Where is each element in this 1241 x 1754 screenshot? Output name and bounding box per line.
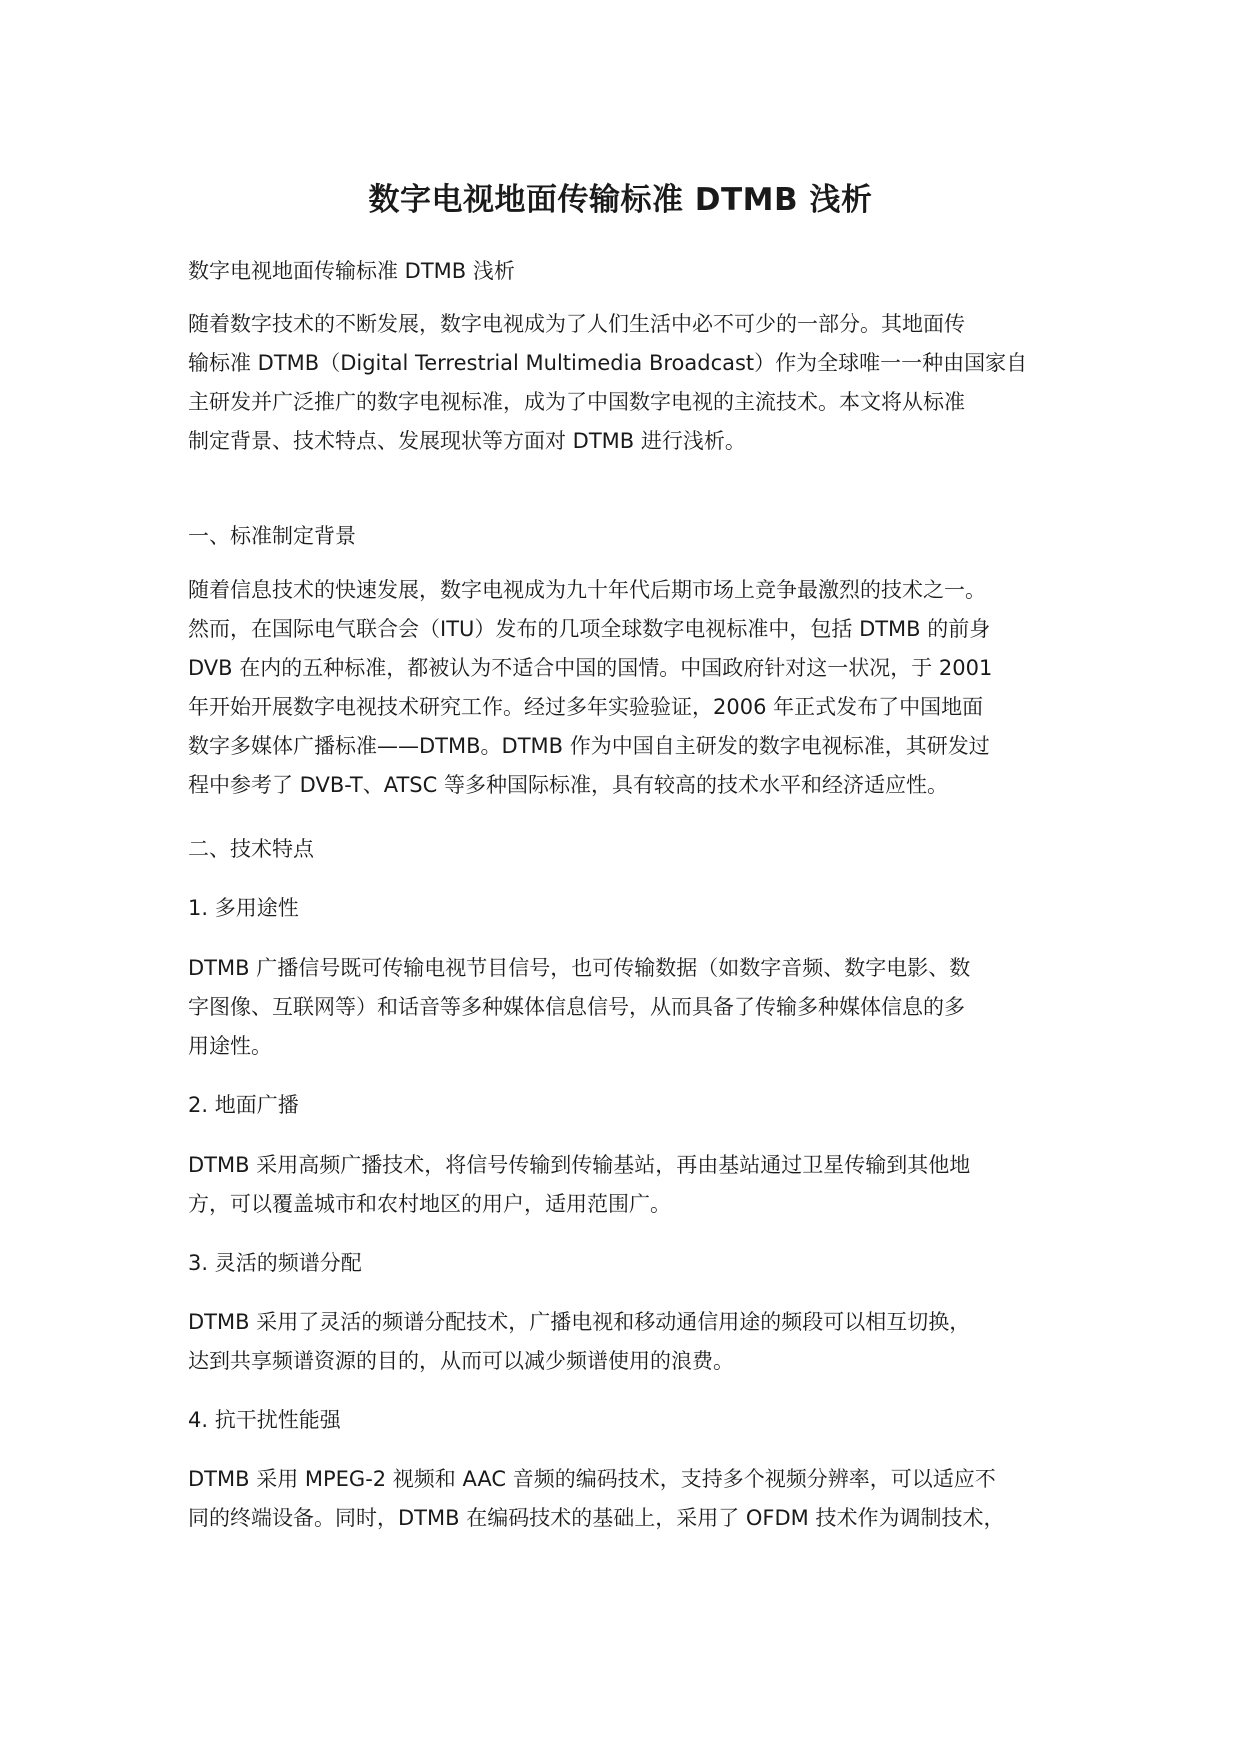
section1-line: 年开始开展数字电视技术研究工作。经过多年实验验证，2006 年正式发布了中国地面 <box>188 695 984 719</box>
document-title: 数字电视地面传输标准 DTMB 浅析 <box>368 182 873 218</box>
subtitle: 数字电视地面传输标准 DTMB 浅析 <box>188 259 515 283</box>
item3-paragraph <box>188 1303 1088 1381</box>
item3-line: 达到共享频谱资源的目的，从而可以减少频谱使用的浪费。 <box>188 1349 734 1373</box>
item1-line: 字图像、互联网等）和话音等多种媒体信息信号，从而具备了传输多种媒体信息的多 <box>188 995 965 1019</box>
item2-line: DTMB 采用高频广播技术，将信号传输到传输基站，再由基站通过卫星传输到其他地 <box>188 1153 971 1177</box>
section2-heading: 二、技术特点 <box>188 837 314 861</box>
section2-heading-block <box>188 830 1088 869</box>
section1-heading-block <box>188 517 1088 556</box>
item1-heading-block <box>188 889 1088 928</box>
section1-line: 程中参考了 DVB-T、ATSC 等多种国际标准，具有较高的技术水平和经济适应性。 <box>188 773 948 797</box>
item1-line: 用途性。 <box>188 1034 272 1058</box>
item1-line: DTMB 广播信号既可传输电视节目信号，也可传输数据（如数字音频、数字电影、数 <box>188 956 971 980</box>
item4-heading: 4. 抗干扰性能强 <box>188 1408 341 1432</box>
item4-line: DTMB 采用 MPEG-2 视频和 AAC 音频的编码技术，支持多个视频分辨率，可以适应不 <box>188 1467 996 1491</box>
intro-line: 随着数字技术的不断发展，数字电视成为了人们生活中必不可少的一部分。其地面传 <box>188 312 965 336</box>
section1-line: 然而，在国际电气联合会（ITU）发布的几项全球数字电视标准中，包括 DTMB 的前身 <box>188 617 991 641</box>
section1-line: 数字多媒体广播标准——DTMB。DTMB 作为中国自主研发的数字电视标准，其研发过 <box>188 734 990 758</box>
item3-heading: 3. 灵活的频谱分配 <box>188 1251 362 1275</box>
intro-line: 制定背景、技术特点、发展现状等方面对 DTMB 进行浅析。 <box>188 429 746 453</box>
section1-line: DVB 在内的五种标准，都被认为不适合中国的国情。中国政府针对这一状况，于 2001 <box>188 656 993 680</box>
section1-heading: 一、标准制定背景 <box>188 524 356 548</box>
intro-line: 主研发并广泛推广的数字电视标准，成为了中国数字电视的主流技术。本文将从标准 <box>188 390 965 414</box>
item3-heading-block <box>188 1244 1088 1283</box>
item3-line: DTMB 采用了灵活的频谱分配技术，广播电视和移动通信用途的频段可以相互切换， <box>188 1310 971 1334</box>
item2-line: 方，可以覆盖城市和农村地区的用户，适用范围广。 <box>188 1192 671 1216</box>
item1-paragraph <box>188 949 1088 1066</box>
item1-heading: 1. 多用途性 <box>188 896 299 920</box>
item4-line: 同的终端设备。同时，DTMB 在编码技术的基础上，采用了 OFDM 技术作为调制技术， <box>188 1506 1005 1530</box>
intro-paragraph <box>188 305 1088 461</box>
item4-paragraph <box>188 1460 1088 1538</box>
section1-line: 随着信息技术的快速发展，数字电视成为九十年代后期市场上竞争最激烈的技术之一。 <box>188 578 986 602</box>
item2-heading-block <box>188 1086 1088 1125</box>
intro-line: 输标准 DTMB（Digital Terrestrial Multimedia Broadcast）作为全球唯一一种由国家自 <box>188 351 1028 375</box>
subtitle-block <box>188 252 1088 291</box>
item2-heading: 2. 地面广播 <box>188 1093 299 1117</box>
item2-paragraph <box>188 1146 1088 1224</box>
item4-heading-block <box>188 1401 1088 1440</box>
section1-paragraph <box>188 571 1088 805</box>
